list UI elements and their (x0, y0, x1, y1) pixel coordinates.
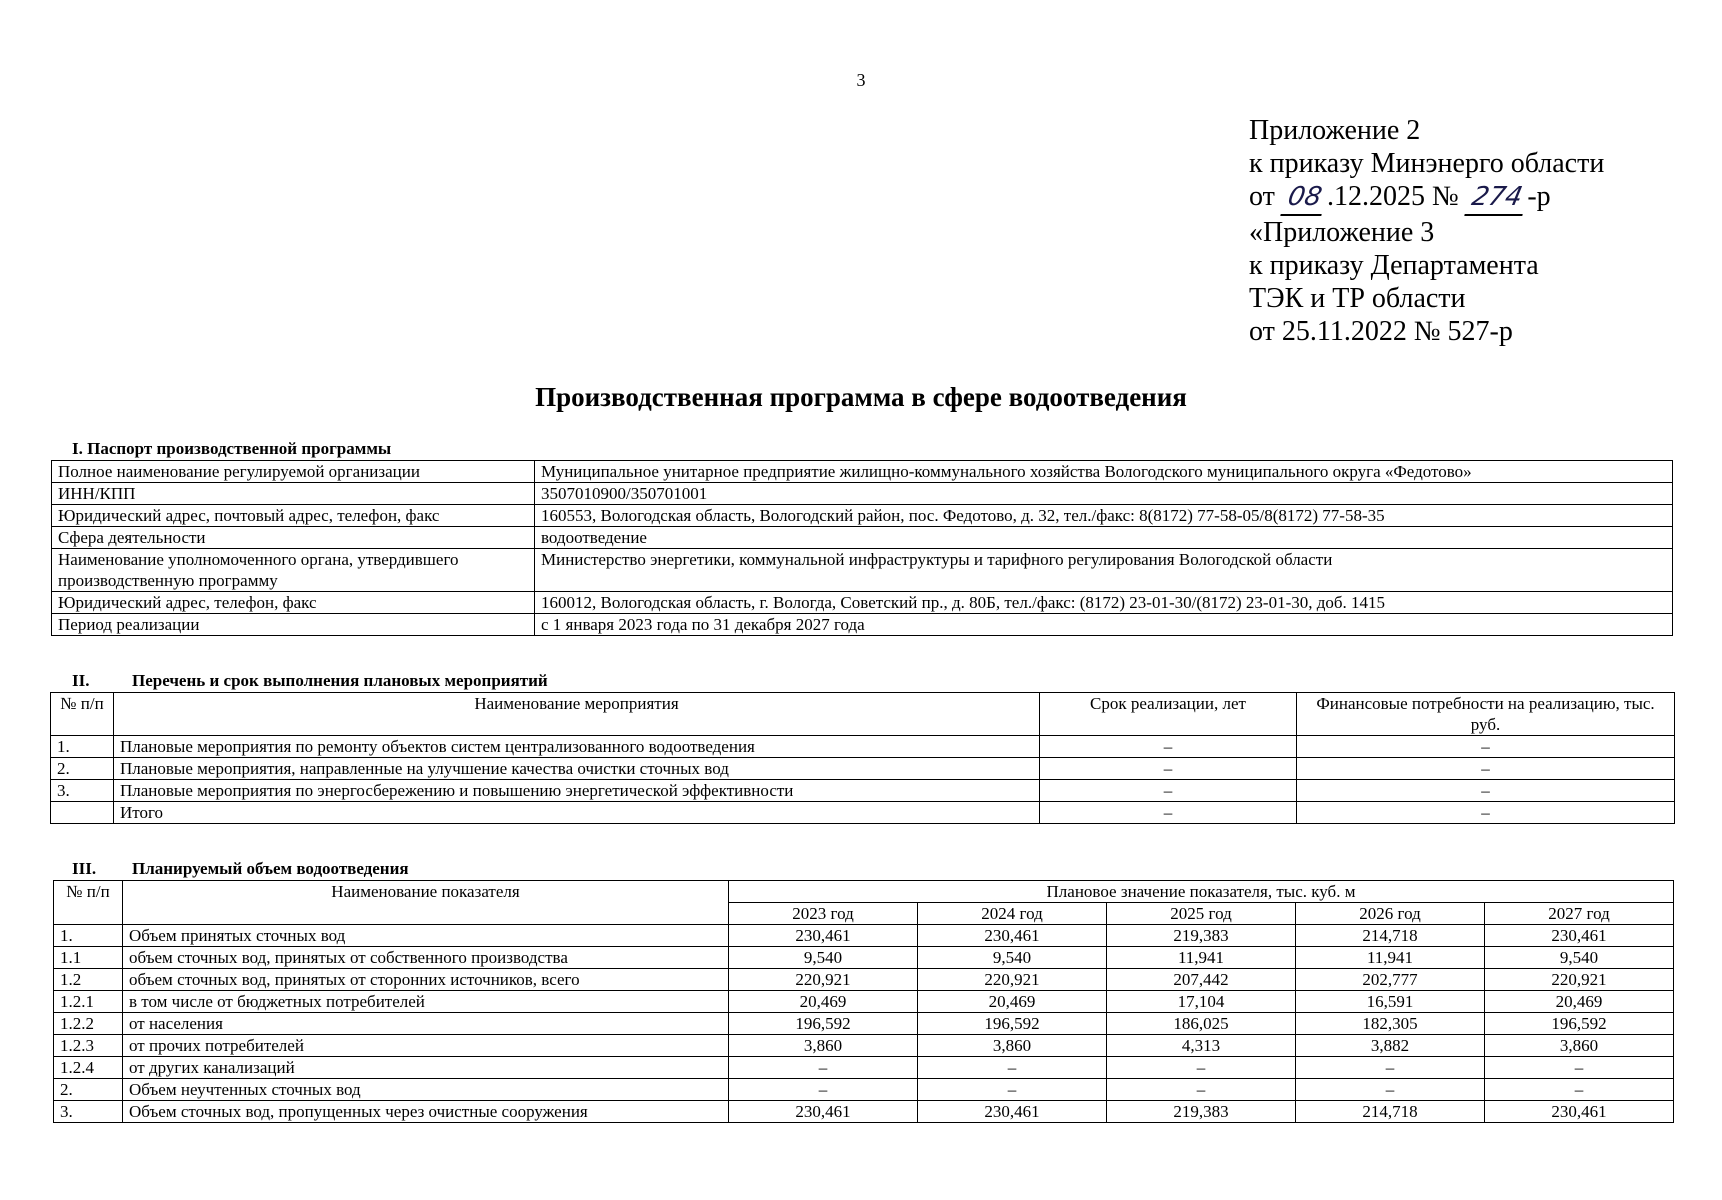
volume-value: – (918, 1079, 1107, 1101)
volume-value: 214,718 (1296, 1101, 1485, 1123)
appendix-line-4: «Приложение 3 (1249, 217, 1435, 248)
volume-value: – (1107, 1079, 1296, 1101)
measures-header-name: Наименование мероприятия (114, 693, 1040, 736)
passport-row (52, 614, 1673, 636)
volume-value: 182,305 (1296, 1013, 1485, 1035)
measures-name: Плановые мероприятия по ремонту объектов систем централизованного водоотведения (114, 736, 1040, 758)
volume-num: 2. (54, 1079, 123, 1101)
volume-value: 3,860 (729, 1035, 918, 1057)
volume-value: 202,777 (1296, 969, 1485, 991)
volume-row (54, 947, 1674, 969)
volume-value: 20,469 (729, 991, 918, 1013)
passport-value: Министерство энергетики, коммунальной инфраструктуры и тарифного регулирования Вологодской области (535, 549, 1673, 592)
section-1-heading: I. Паспорт производственной программы (72, 439, 392, 458)
measures-row (51, 758, 1675, 780)
measures-header-num: № п/п (51, 693, 114, 736)
measures-row (51, 736, 1675, 758)
passport-row (52, 461, 1673, 483)
volume-value: 230,461 (1485, 925, 1674, 947)
measures-finance: – (1297, 780, 1675, 802)
measures-finance: – (1297, 758, 1675, 780)
volume-year-header: 2023 год (729, 903, 918, 925)
volume-value: 11,941 (1296, 947, 1485, 969)
measures-term: – (1040, 802, 1297, 824)
volume-value: 230,461 (1485, 1101, 1674, 1123)
volume-row (54, 1013, 1674, 1035)
passport-value: Муниципальное унитарное предприятие жилищно-коммунального хозяйства Вологодского муниципального округа «Федотово» (535, 461, 1673, 483)
volume-value: 3,860 (1485, 1035, 1674, 1057)
volume-year-header: 2027 год (1485, 903, 1674, 925)
appendix-date-prefix: от (1249, 181, 1275, 212)
volume-value: 219,383 (1107, 925, 1296, 947)
appendix-line-1: Приложение 2 (1249, 115, 1421, 146)
measures-num (51, 802, 114, 824)
volume-row (54, 1079, 1674, 1101)
appendix-line-5: к приказу Департамента (1249, 250, 1539, 281)
volume-value: 230,461 (918, 925, 1107, 947)
passport-value: 160553, Вологодская область, Вологодский район, пос. Федотово, д. 32, тел./факс: 8(8172) 77-58-05/8(8172) 77-58-35 (535, 505, 1673, 527)
measures-header-finance: Финансовые потребности на реализацию, тыс. руб. (1297, 693, 1675, 736)
passport-label: Юридический адрес, телефон, факс (52, 592, 535, 614)
volume-name: от прочих потребителей (123, 1035, 729, 1057)
volume-value: 3,882 (1296, 1035, 1485, 1057)
passport-label: Полное наименование регулируемой организации (52, 461, 535, 483)
volume-header-plan: Плановое значение показателя, тыс. куб. м (729, 881, 1674, 903)
document-title: Производственная программа в сфере водоотведения (535, 382, 1187, 412)
volume-name: в том числе от бюджетных потребителей (123, 991, 729, 1013)
volume-value: – (729, 1057, 918, 1079)
passport-label: Период реализации (52, 614, 535, 636)
volume-num: 1.1 (54, 947, 123, 969)
volume-name: Объем сточных вод, пропущенных через очистные сооружения (123, 1101, 729, 1123)
volume-value: 214,718 (1296, 925, 1485, 947)
measures-name: Итого (114, 802, 1040, 824)
appendix-line-3 (1249, 180, 1604, 216)
measures-header-term: Срок реализации, лет (1040, 693, 1297, 736)
measures-term: – (1040, 780, 1297, 802)
volume-value: 230,461 (729, 1101, 918, 1123)
measures-num: 2. (51, 758, 114, 780)
volume-row (54, 1057, 1674, 1079)
volume-value: 230,461 (918, 1101, 1107, 1123)
passport-row (52, 527, 1673, 549)
volume-num: 1.2 (54, 969, 123, 991)
measures-row (51, 802, 1675, 824)
passport-label: Сфера деятельности (52, 527, 535, 549)
volume-value: – (1485, 1079, 1674, 1101)
volume-num: 1.2.2 (54, 1013, 123, 1035)
passport-value: 3507010900/350701001 (535, 483, 1673, 505)
volume-name: Объем неучтенных сточных вод (123, 1079, 729, 1101)
measures-table (50, 692, 1675, 824)
passport-value: с 1 января 2023 года по 31 декабря 2027 года (535, 614, 1673, 636)
section-2-title: Перечень и срок выполнения плановых мероприятий (132, 671, 548, 690)
passport-label: ИНН/КПП (52, 483, 535, 505)
appendix-line-7: от 25.11.2022 № 527-р (1249, 316, 1513, 347)
volume-value: – (1107, 1057, 1296, 1079)
passport-label: Юридический адрес, почтовый адрес, телефон, факс (52, 505, 535, 527)
measures-name: Плановые мероприятия, направленные на улучшение качества очистки сточных вод (114, 758, 1040, 780)
volume-value: 196,592 (729, 1013, 918, 1035)
appendix-date-mid: .12.2025 № (1326, 181, 1459, 212)
volume-num: 1.2.1 (54, 991, 123, 1013)
volume-row (54, 969, 1674, 991)
passport-table (51, 460, 1673, 636)
section-3-title: Планируемый объем водоотведения (132, 859, 409, 878)
volume-value: 196,592 (918, 1013, 1107, 1035)
volume-row (54, 1101, 1674, 1123)
handwritten-order-number: 274 (1464, 181, 1529, 216)
volume-year-header: 2026 год (1296, 903, 1485, 925)
volume-value: 9,540 (918, 947, 1107, 969)
volume-name: объем сточных вод, принятых от собственного производства (123, 947, 729, 969)
section-3-heading (72, 859, 409, 879)
measures-finance: – (1297, 736, 1675, 758)
volume-name: от населения (123, 1013, 729, 1035)
volume-header-name: Наименование показателя (123, 881, 729, 925)
volume-value: – (1296, 1057, 1485, 1079)
volume-row (54, 991, 1674, 1013)
volume-value: 17,104 (1107, 991, 1296, 1013)
volume-value: 3,860 (918, 1035, 1107, 1057)
volume-value: 20,469 (918, 991, 1107, 1013)
passport-row (52, 592, 1673, 614)
passport-label: Наименование уполномоченного органа, утвердившего производственную программу (52, 549, 535, 592)
volume-value: – (918, 1057, 1107, 1079)
appendix-line-2: к приказу Минэнерго области (1249, 148, 1605, 179)
measures-num: 1. (51, 736, 114, 758)
volume-name: от других канализаций (123, 1057, 729, 1079)
volume-value: 9,540 (1485, 947, 1674, 969)
volume-table (53, 880, 1674, 1123)
passport-value: водоотведение (535, 527, 1673, 549)
volume-value: 186,025 (1107, 1013, 1296, 1035)
page-number: 3 (856, 70, 866, 90)
volume-name: Объем принятых сточных вод (123, 925, 729, 947)
passport-row (52, 483, 1673, 505)
volume-value: 220,921 (729, 969, 918, 991)
volume-value: 9,540 (729, 947, 918, 969)
volume-header-num: № п/п (54, 881, 123, 925)
volume-value: 219,383 (1107, 1101, 1296, 1123)
passport-value: 160012, Вологодская область, г. Вологда, Советский пр., д. 80Б, тел./факс: (8172) 23-01-30/(8172) 23-01-30, доб. 1415 (535, 592, 1673, 614)
volume-row (54, 925, 1674, 947)
volume-num: 1.2.4 (54, 1057, 123, 1079)
volume-row (54, 1035, 1674, 1057)
handwritten-day: 08 (1280, 181, 1329, 216)
volume-value: 4,313 (1107, 1035, 1296, 1057)
volume-value: 16,591 (1296, 991, 1485, 1013)
appendix-date-suffix: -р (1527, 181, 1551, 212)
section-2-heading (72, 671, 548, 691)
appendix-block (1249, 114, 1604, 348)
measures-term: – (1040, 736, 1297, 758)
measures-num: 3. (51, 780, 114, 802)
passport-row (52, 549, 1673, 592)
volume-value: 11,941 (1107, 947, 1296, 969)
section-2-number: II. (72, 671, 90, 690)
appendix-line-6: ТЭК и ТР области (1249, 283, 1466, 314)
volume-value: 220,921 (1485, 969, 1674, 991)
volume-year-header: 2025 год (1107, 903, 1296, 925)
volume-num: 3. (54, 1101, 123, 1123)
section-3-number: III. (72, 859, 97, 878)
volume-value: 207,442 (1107, 969, 1296, 991)
measures-term: – (1040, 758, 1297, 780)
volume-value: – (729, 1079, 918, 1101)
measures-row (51, 780, 1675, 802)
volume-value: – (1485, 1057, 1674, 1079)
passport-row (52, 505, 1673, 527)
volume-name: объем сточных вод, принятых от сторонних источников, всего (123, 969, 729, 991)
volume-value: 230,461 (729, 925, 918, 947)
volume-value: 196,592 (1485, 1013, 1674, 1035)
volume-value: 20,469 (1485, 991, 1674, 1013)
volume-value: 220,921 (918, 969, 1107, 991)
measures-name: Плановые мероприятия по энергосбережению и повышению энергетической эффективности (114, 780, 1040, 802)
volume-num: 1.2.3 (54, 1035, 123, 1057)
volume-value: – (1296, 1079, 1485, 1101)
volume-year-header: 2024 год (918, 903, 1107, 925)
volume-num: 1. (54, 925, 123, 947)
measures-finance: – (1297, 802, 1675, 824)
